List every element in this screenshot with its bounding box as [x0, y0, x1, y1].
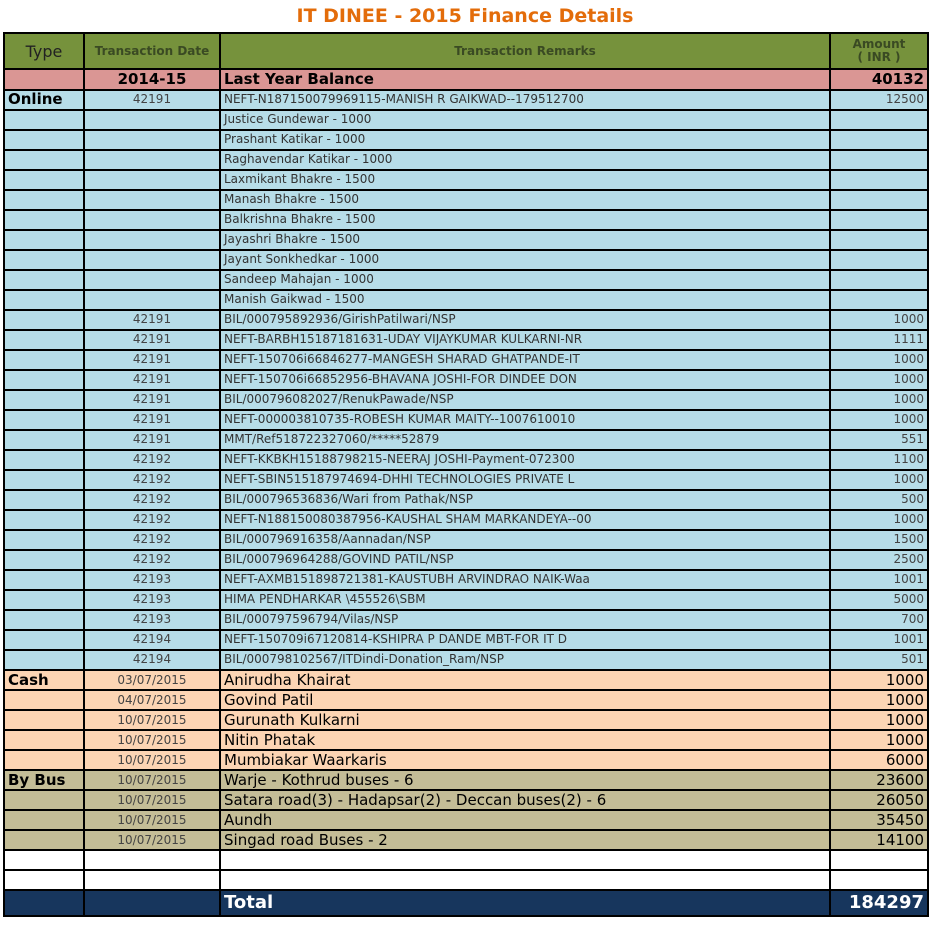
row-type — [3, 831, 85, 851]
row-remarks: Balkrishna Bhakre - 1500 — [221, 211, 831, 231]
row-type — [3, 411, 85, 431]
row-amount: 2500 — [831, 551, 929, 571]
row-type — [3, 491, 85, 511]
row-remarks: HIMA PENDHARKAR \455526\SBM — [221, 591, 831, 611]
row-type — [3, 251, 85, 271]
row-type — [3, 531, 85, 551]
row-amount: 551 — [831, 431, 929, 451]
row-amount: 1000 — [831, 691, 929, 711]
row-date: 10/07/2015 — [85, 751, 221, 771]
row-amount: 6000 — [831, 751, 929, 771]
table-row — [3, 411, 929, 431]
table-row — [3, 291, 929, 311]
row-date: 42193 — [85, 571, 221, 591]
row-date: 42194 — [85, 631, 221, 651]
row-type — [3, 611, 85, 631]
row-amount: 26050 — [831, 791, 929, 811]
total-row — [3, 891, 929, 917]
row-remarks: Warje - Kothrud buses - 6 — [221, 771, 831, 791]
row-remarks: NEFT-AXMB151898721381-KAUSTUBH ARVINDRAO NAIK-Waa — [221, 571, 831, 591]
row-type — [3, 451, 85, 471]
row-type — [3, 591, 85, 611]
row-type — [3, 271, 85, 291]
total-label: Total — [221, 891, 831, 917]
row-amount — [831, 291, 929, 311]
table-row — [3, 791, 929, 811]
row-type — [3, 851, 85, 871]
row-type — [3, 371, 85, 391]
table-row — [3, 871, 929, 891]
header-amount: Amount ( INR ) — [831, 32, 929, 70]
row-type — [3, 571, 85, 591]
row-amount: 1000 — [831, 391, 929, 411]
row-remarks: Satara road(3) - Hadapsar(2) - Deccan buses(2) - 6 — [221, 791, 831, 811]
row-amount: 1111 — [831, 331, 929, 351]
row-remarks: Manish Gaikwad - 1500 — [221, 291, 831, 311]
table-row — [3, 771, 929, 791]
row-remarks: NEFT-SBIN515187974694-DHHI TECHNOLOGIES PRIVATE L — [221, 471, 831, 491]
row-amount: 12500 — [831, 91, 929, 111]
total-amount: 184297 — [831, 891, 929, 917]
row-date: 42191 — [85, 371, 221, 391]
row-type — [3, 471, 85, 491]
row-date: 42194 — [85, 651, 221, 671]
row-amount — [831, 211, 929, 231]
row-date: 42192 — [85, 511, 221, 531]
row-date — [85, 171, 221, 191]
row-amount: 1000 — [831, 671, 929, 691]
row-date — [85, 131, 221, 151]
row-remarks: Govind Patil — [221, 691, 831, 711]
row-date — [85, 191, 221, 211]
table-row — [3, 451, 929, 471]
row-type: Cash — [3, 671, 85, 691]
table-row — [3, 811, 929, 831]
row-amount — [831, 271, 929, 291]
row-type — [3, 351, 85, 371]
header-type: Type — [3, 32, 85, 70]
row-amount: 1000 — [831, 511, 929, 531]
table-row — [3, 151, 929, 171]
row-date: 10/07/2015 — [85, 731, 221, 751]
row-type — [3, 651, 85, 671]
row-remarks: MMT/Ref518722327060/*****52879 — [221, 431, 831, 451]
row-remarks: Aundh — [221, 811, 831, 831]
row-date — [85, 231, 221, 251]
table-header — [3, 32, 929, 70]
table-row — [3, 131, 929, 151]
row-date: 42192 — [85, 531, 221, 551]
table-row — [3, 611, 929, 631]
row-type — [3, 811, 85, 831]
row-date: 42191 — [85, 391, 221, 411]
row-remarks: BIL/000798102567/ITDindi-Donation_Ram/NSP — [221, 651, 831, 671]
row-date: 10/07/2015 — [85, 771, 221, 791]
table-row — [3, 371, 929, 391]
row-date: 42193 — [85, 591, 221, 611]
row-type — [3, 791, 85, 811]
row-remarks: Singad road Buses - 2 — [221, 831, 831, 851]
row-date — [85, 151, 221, 171]
row-remarks: NEFT-150706i66852956-BHAVANA JOSHI-FOR DINDEE DON — [221, 371, 831, 391]
row-type — [3, 871, 85, 891]
row-remarks: BIL/000796916358/Aannadan/NSP — [221, 531, 831, 551]
row-date: 42192 — [85, 551, 221, 571]
row-amount — [831, 151, 929, 171]
row-date: 42192 — [85, 451, 221, 471]
row-remarks: NEFT-000003810735-ROBESH KUMAR MAITY--1007610010 — [221, 411, 831, 431]
row-amount — [831, 231, 929, 251]
row-type — [3, 391, 85, 411]
table-row — [3, 851, 929, 871]
table-row — [3, 511, 929, 531]
row-amount: 1000 — [831, 411, 929, 431]
row-type — [3, 211, 85, 231]
row-amount: 500 — [831, 491, 929, 511]
row-date: 42192 — [85, 491, 221, 511]
row-date: 42191 — [85, 351, 221, 371]
row-type — [3, 331, 85, 351]
balance-row — [3, 70, 929, 91]
row-remarks: BIL/000797596794/Vilas/NSP — [221, 611, 831, 631]
row-amount: 1000 — [831, 311, 929, 331]
row-amount: 1100 — [831, 451, 929, 471]
row-amount: 5000 — [831, 591, 929, 611]
row-type — [3, 131, 85, 151]
row-date: 10/07/2015 — [85, 811, 221, 831]
table-row — [3, 171, 929, 191]
table-row — [3, 231, 929, 251]
row-amount: 700 — [831, 611, 929, 631]
table-row — [3, 631, 929, 651]
row-date: 42191 — [85, 411, 221, 431]
row-amount: 1500 — [831, 531, 929, 551]
balance-remarks: Last Year Balance — [221, 70, 831, 91]
row-type — [3, 291, 85, 311]
row-amount — [831, 111, 929, 131]
table-row — [3, 531, 929, 551]
row-amount: 1000 — [831, 351, 929, 371]
table-row — [3, 211, 929, 231]
row-remarks: Gurunath Kulkarni — [221, 711, 831, 731]
row-type: Online — [3, 91, 85, 111]
row-remarks: Raghavendar Katikar - 1000 — [221, 151, 831, 171]
table-row — [3, 751, 929, 771]
row-amount — [831, 171, 929, 191]
row-remarks — [221, 871, 831, 891]
row-date — [85, 851, 221, 871]
balance-type — [3, 70, 85, 91]
row-date: 42191 — [85, 91, 221, 111]
table-row — [3, 711, 929, 731]
row-remarks: BIL/000796964288/GOVIND PATIL/NSP — [221, 551, 831, 571]
row-amount — [831, 131, 929, 151]
row-remarks: Manash Bhakre - 1500 — [221, 191, 831, 211]
row-date: 42191 — [85, 431, 221, 451]
row-type — [3, 171, 85, 191]
header-remarks: Transaction Remarks — [221, 32, 831, 70]
table-row — [3, 551, 929, 571]
row-amount — [831, 191, 929, 211]
row-type — [3, 191, 85, 211]
row-remarks: NEFT-150709i67120814-KSHIPRA P DANDE MBT-FOR IT D — [221, 631, 831, 651]
row-remarks: Jayant Sonkhedkar - 1000 — [221, 251, 831, 271]
row-remarks: NEFT-N188150080387956-KAUSHAL SHAM MARKANDEYA--00 — [221, 511, 831, 531]
row-remarks: Sandeep Mahajan - 1000 — [221, 271, 831, 291]
table-row — [3, 831, 929, 851]
row-remarks: NEFT-N187150079969115-MANISH R GAIKWAD--179512700 — [221, 91, 831, 111]
header-date: Transaction Date — [85, 32, 221, 70]
row-type — [3, 231, 85, 251]
table-row — [3, 111, 929, 131]
row-date — [85, 111, 221, 131]
table-row — [3, 331, 929, 351]
row-remarks: NEFT-150706i66846277-MANGESH SHARAD GHATPANDE-IT — [221, 351, 831, 371]
row-type — [3, 751, 85, 771]
table-row — [3, 591, 929, 611]
row-date: 10/07/2015 — [85, 831, 221, 851]
row-amount — [831, 851, 929, 871]
row-date: 42191 — [85, 311, 221, 331]
row-date — [85, 291, 221, 311]
row-type: By Bus — [3, 771, 85, 791]
row-remarks: Laxmikant Bhakre - 1500 — [221, 171, 831, 191]
row-amount: 1000 — [831, 471, 929, 491]
row-remarks — [221, 851, 831, 871]
table-row — [3, 491, 929, 511]
row-type — [3, 311, 85, 331]
total-type — [3, 891, 85, 917]
row-remarks: Anirudha Khairat — [221, 671, 831, 691]
row-date: 10/07/2015 — [85, 711, 221, 731]
row-amount: 1000 — [831, 731, 929, 751]
table-row — [3, 351, 929, 371]
table-row — [3, 251, 929, 271]
row-type — [3, 631, 85, 651]
table-row — [3, 731, 929, 751]
row-type — [3, 691, 85, 711]
row-remarks: Jayashri Bhakre - 1500 — [221, 231, 831, 251]
row-amount: 1000 — [831, 371, 929, 391]
row-remarks: Justice Gundewar - 1000 — [221, 111, 831, 131]
table-row — [3, 391, 929, 411]
row-amount: 14100 — [831, 831, 929, 851]
page-title: IT DINEE - 2015 Finance Details — [296, 5, 634, 27]
row-remarks: BIL/000796536836/Wari from Pathak/NSP — [221, 491, 831, 511]
row-date: 10/07/2015 — [85, 791, 221, 811]
row-date — [85, 871, 221, 891]
total-date — [85, 891, 221, 917]
row-date: 04/07/2015 — [85, 691, 221, 711]
row-amount: 1001 — [831, 571, 929, 591]
row-amount — [831, 871, 929, 891]
row-amount: 1001 — [831, 631, 929, 651]
row-remarks: BIL/000796082027/RenukPawade/NSP — [221, 391, 831, 411]
row-date — [85, 211, 221, 231]
table-row — [3, 311, 929, 331]
row-type — [3, 511, 85, 531]
table-row — [3, 691, 929, 711]
table-row — [3, 651, 929, 671]
table-row — [3, 471, 929, 491]
row-type — [3, 731, 85, 751]
row-amount: 501 — [831, 651, 929, 671]
row-remarks: Prashant Katikar - 1000 — [221, 131, 831, 151]
row-date: 42191 — [85, 331, 221, 351]
row-type — [3, 711, 85, 731]
row-type — [3, 551, 85, 571]
table-row — [3, 271, 929, 291]
row-amount — [831, 251, 929, 271]
row-type — [3, 111, 85, 131]
balance-date: 2014-15 — [85, 70, 221, 91]
balance-amount: 40132 — [831, 70, 929, 91]
row-amount: 35450 — [831, 811, 929, 831]
table-row — [3, 91, 929, 111]
row-amount: 23600 — [831, 771, 929, 791]
row-remarks: BIL/000795892936/GirishPatilwari/NSP — [221, 311, 831, 331]
row-remarks: NEFT-KKBKH15188798215-NEERAJ JOSHI-Payment-072300 — [221, 451, 831, 471]
row-remarks: Nitin Phatak — [221, 731, 831, 751]
table-row — [3, 671, 929, 691]
row-amount: 1000 — [831, 711, 929, 731]
row-remarks: Mumbiakar Waarkaris — [221, 751, 831, 771]
table-row — [3, 571, 929, 591]
table-row — [3, 431, 929, 451]
row-type — [3, 151, 85, 171]
row-remarks: NEFT-BARBH15187181631-UDAY VIJAYKUMAR KULKARNI-NR — [221, 331, 831, 351]
table-row — [3, 191, 929, 211]
row-date: 03/07/2015 — [85, 671, 221, 691]
row-date: 42193 — [85, 611, 221, 631]
row-date — [85, 271, 221, 291]
row-date — [85, 251, 221, 271]
row-date: 42192 — [85, 471, 221, 491]
row-type — [3, 431, 85, 451]
